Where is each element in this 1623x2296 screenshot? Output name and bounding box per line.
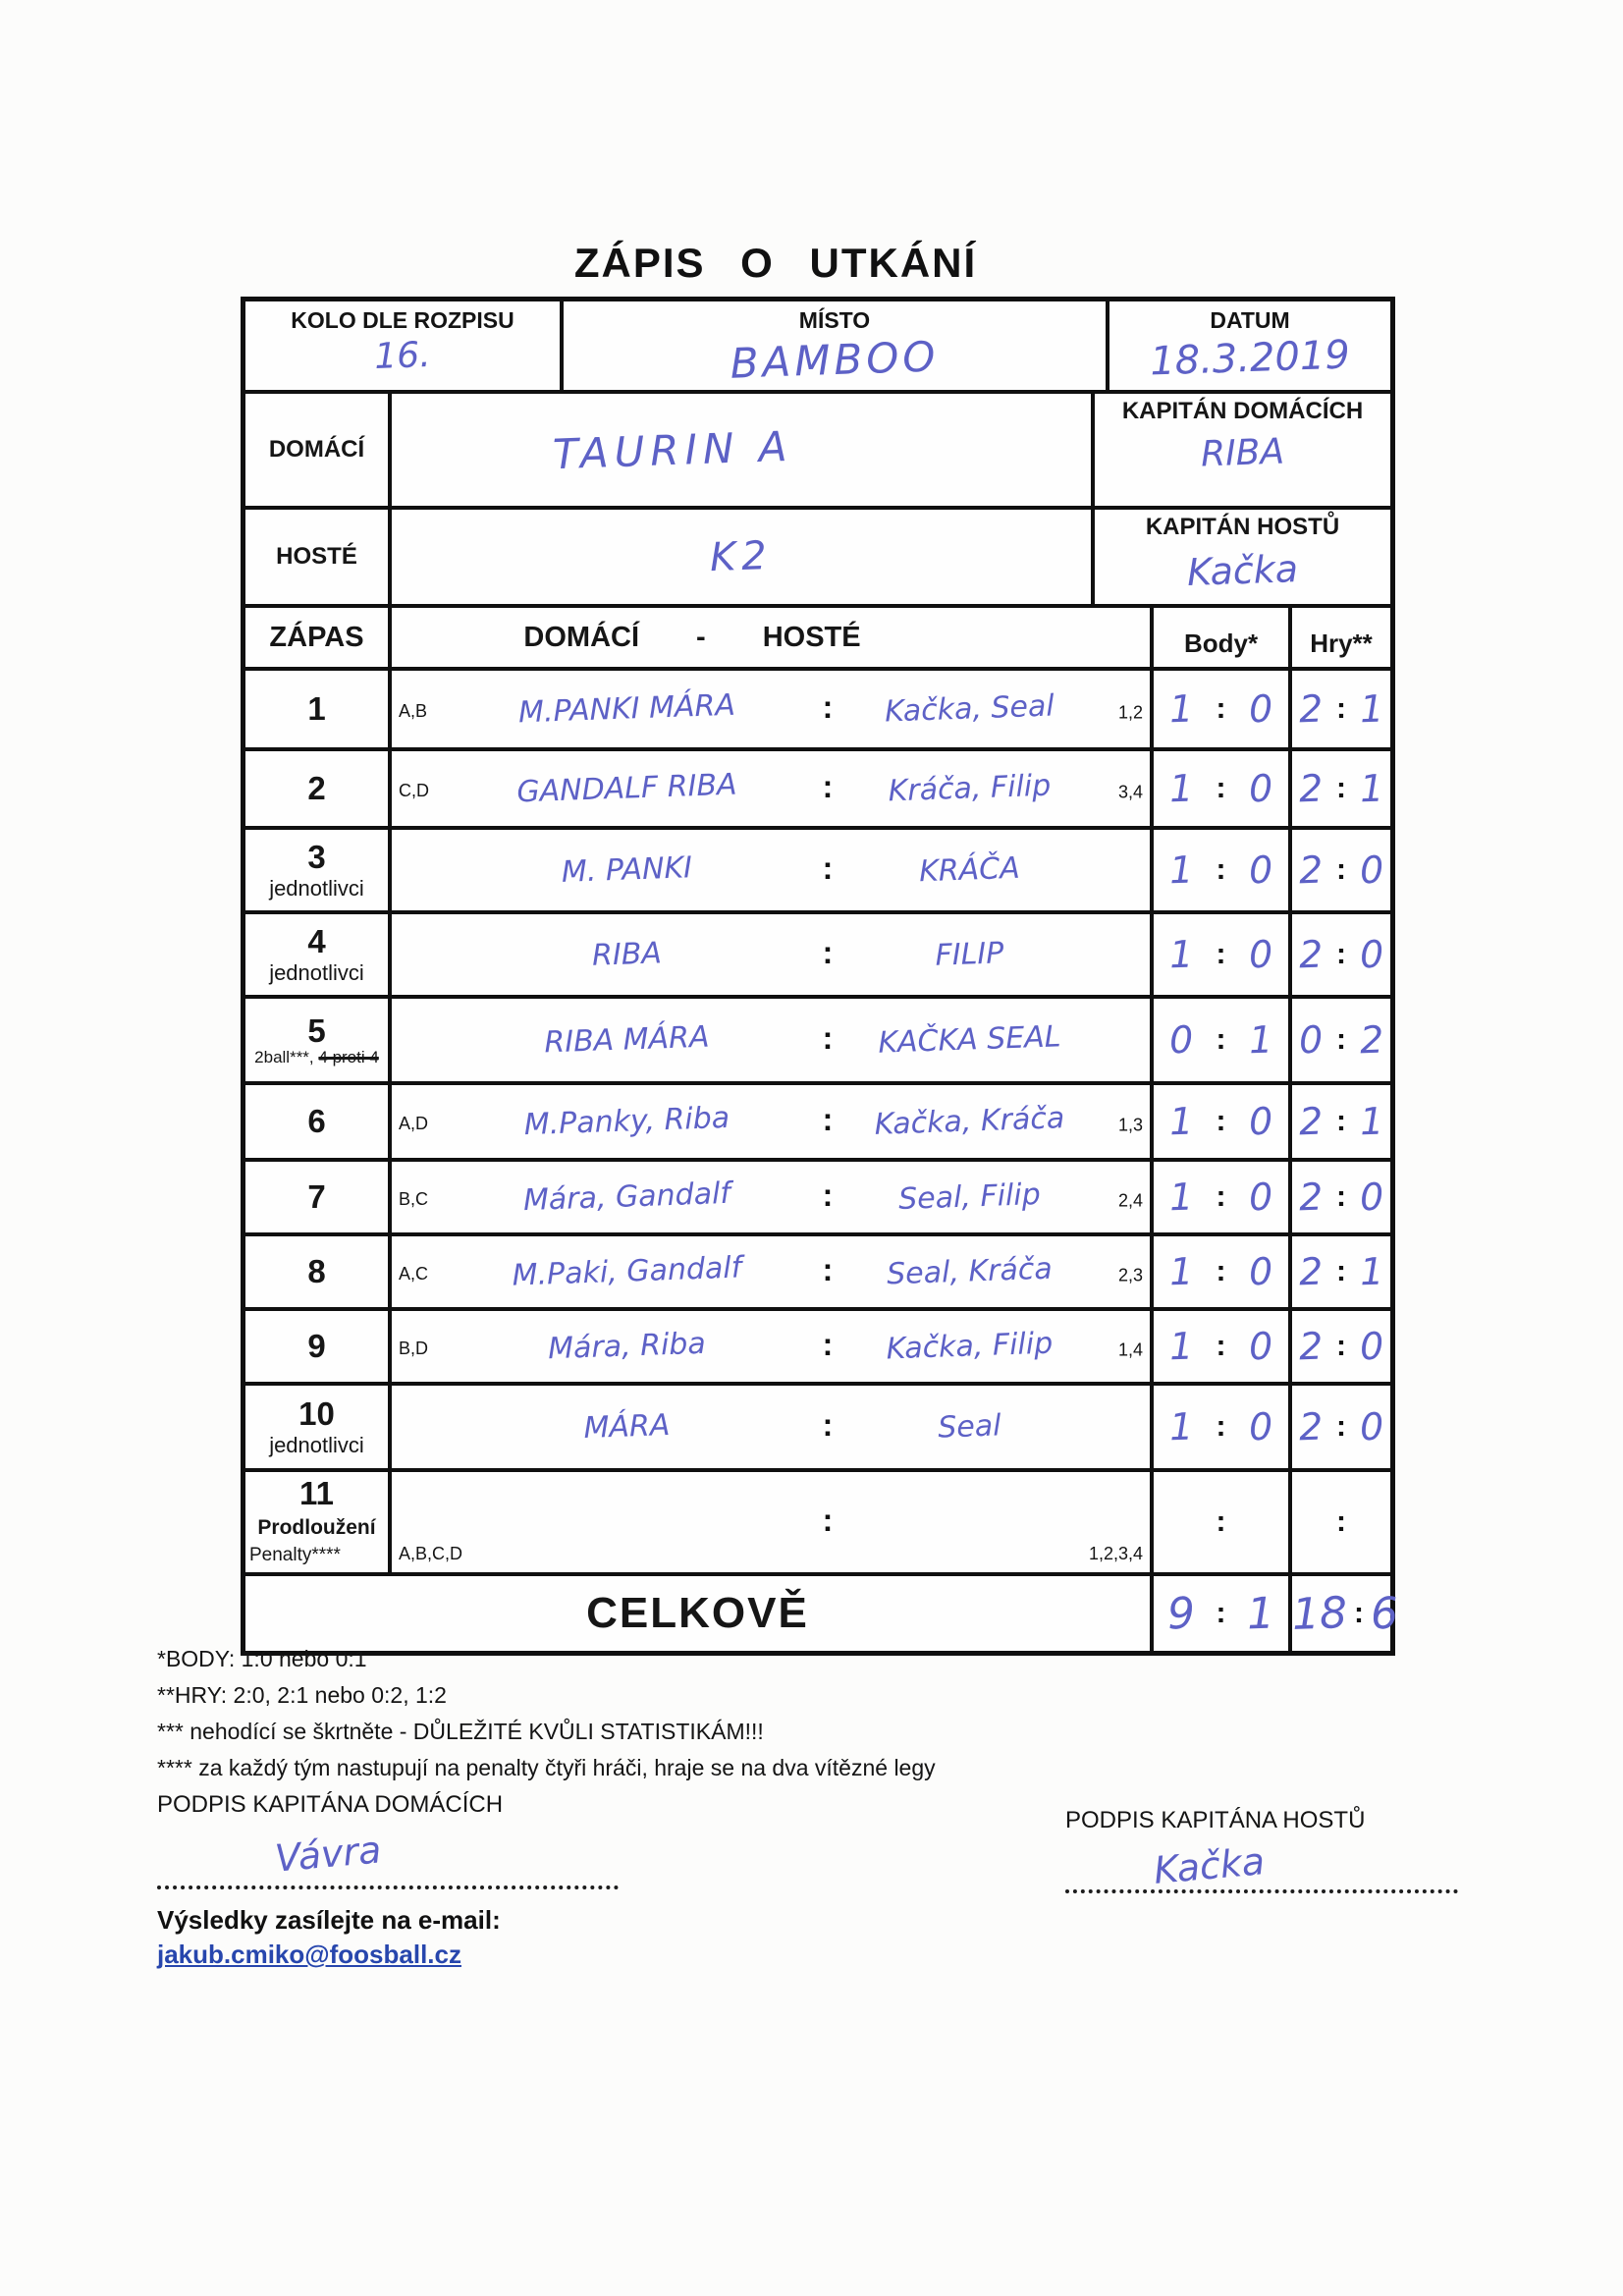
hoste-team-cell bbox=[392, 510, 1095, 604]
kapitan-hostu-label: KAPITÁN HOSTŮ bbox=[1145, 514, 1340, 540]
away-players-handwritten: KAČKA SEAL bbox=[877, 1019, 1062, 1061]
match-type-label: jednotlivci bbox=[269, 1432, 364, 1457]
body-score: 1 : 0 bbox=[1154, 830, 1292, 910]
body-score: : bbox=[1154, 1472, 1292, 1572]
kapitan-hostu-handwritten: Kačka bbox=[1186, 547, 1299, 594]
home-players-code: A,D bbox=[399, 1114, 429, 1134]
away-players-code: 2,3 bbox=[1117, 1265, 1143, 1285]
home-players-handwritten: M.Paki, Gandalf bbox=[512, 1250, 742, 1293]
printed-colon: : bbox=[822, 1177, 834, 1214]
home-players-handwritten: RIBA bbox=[591, 936, 663, 973]
email-link[interactable]: jakub.cmiko@foosball.cz bbox=[157, 1940, 461, 1969]
match-row-7 bbox=[245, 1158, 1390, 1232]
body-score: 1 : 0 bbox=[1154, 671, 1292, 747]
kolo-cell bbox=[245, 301, 564, 390]
home-players-code: B,D bbox=[399, 1339, 429, 1359]
home-players-handwritten: GANDALF RIBA bbox=[515, 767, 738, 810]
home-players-code: A,B bbox=[399, 701, 428, 722]
kapitan-domacich-handwritten: RIBA bbox=[1200, 431, 1285, 475]
signatures-row bbox=[157, 1791, 1478, 1970]
home-players-handwritten: RIBA MÁRA bbox=[543, 1019, 711, 1061]
match-number: 4 bbox=[307, 923, 326, 960]
domaci-team-handwritten: TAURIN A bbox=[552, 421, 793, 478]
header-dash: - bbox=[696, 621, 706, 653]
guest-captain-signature-label: PODPIS KAPITÁNA HOSTŮ bbox=[1065, 1807, 1366, 1833]
footnote-penalty: **** za každý tým nastupují na penalty čtyři hráči, hraje se na dva vítězné legy bbox=[157, 1755, 936, 1780]
penalty-label: Penalty**** bbox=[249, 1545, 341, 1565]
printed-colon: : bbox=[822, 689, 834, 726]
match-type-label: 2ball***, 4 proti 4 bbox=[254, 1047, 379, 1066]
header-domaci: DOMÁCÍ bbox=[523, 621, 640, 653]
kapitan-hostu-cell bbox=[1095, 510, 1390, 604]
printed-colon: : bbox=[822, 1020, 834, 1057]
domaci-hoste-column-header bbox=[392, 608, 1154, 667]
datum-cell bbox=[1109, 301, 1390, 390]
match-type-label: jednotlivci bbox=[269, 875, 364, 901]
body-score: 1 : 0 bbox=[1154, 1162, 1292, 1232]
printed-colon: : bbox=[822, 935, 834, 971]
match-number: 2 bbox=[307, 769, 326, 806]
datum-label: DATUM bbox=[1210, 307, 1290, 333]
hry-score: 0 : 2 bbox=[1298, 1017, 1384, 1063]
info-row-top bbox=[245, 301, 1390, 390]
prodlouzeni-label: Prodloužení bbox=[257, 1516, 376, 1540]
match-number: 5 bbox=[307, 1011, 326, 1049]
celkove-label: CELKOVĚ bbox=[245, 1576, 1154, 1651]
away-players-handwritten: Seal, Filip bbox=[897, 1176, 1042, 1218]
footnote-hry: **HRY: 2:0, 2:1 nebo 0:2, 1:2 bbox=[157, 1682, 447, 1708]
home-players-handwritten: Mára, Gandalf bbox=[522, 1175, 731, 1219]
match-number: 6 bbox=[307, 1102, 326, 1139]
info-row-domaci bbox=[245, 390, 1390, 506]
total-body-score: 9 : 1 bbox=[1154, 1576, 1292, 1651]
body-score: 1 : 0 bbox=[1154, 1085, 1292, 1158]
hoste-team-handwritten: K2 bbox=[709, 532, 774, 581]
body-score: 0 : 1 bbox=[1154, 999, 1292, 1081]
match-row-11 bbox=[245, 1468, 1390, 1572]
home-players-handwritten: M. PANKI bbox=[561, 850, 693, 890]
hry-score: 2 : 1 bbox=[1298, 766, 1384, 811]
header-hoste: HOSTÉ bbox=[762, 621, 861, 653]
datum-value-handwritten: 18.3.2019 bbox=[1149, 332, 1351, 385]
away-players-handwritten: Seal, Kráča bbox=[886, 1251, 1054, 1292]
domaci-label: DOMÁCÍ bbox=[245, 394, 392, 506]
match-report-form bbox=[241, 297, 1399, 1656]
body-score: 1 : 0 bbox=[1154, 1236, 1292, 1307]
match-number: 7 bbox=[307, 1177, 326, 1215]
total-hry-score: 18 : 6 bbox=[1291, 1587, 1399, 1640]
match-number: 10 bbox=[298, 1395, 335, 1433]
hry-score: 2 : 1 bbox=[1298, 1099, 1384, 1144]
hry-score: 2 : 1 bbox=[1298, 686, 1384, 732]
struck-text: 4 proti 4 bbox=[318, 1047, 379, 1066]
away-players-code: 1,3 bbox=[1117, 1115, 1143, 1135]
away-players-handwritten: Kačka, Seal bbox=[884, 688, 1055, 730]
away-players-handwritten: Seal bbox=[937, 1408, 1002, 1446]
body-score: 1 : 0 bbox=[1154, 751, 1292, 826]
info-row-hoste bbox=[245, 506, 1390, 604]
home-players-handwritten: Mára, Riba bbox=[547, 1326, 707, 1367]
printed-colon: : bbox=[822, 1102, 834, 1138]
match-number: 9 bbox=[307, 1327, 326, 1364]
footnote-strike: *** nehodící se škrtněte - DŮLEŽITÉ KVŮLI STATISTIKÁM!!! bbox=[157, 1719, 764, 1744]
match-number: 8 bbox=[307, 1252, 326, 1289]
footnote-body: *BODY: 1:0 nebo 0:1 bbox=[157, 1646, 367, 1671]
home-players-code: C,D bbox=[399, 781, 429, 801]
misto-cell bbox=[564, 301, 1109, 390]
match-number: 3 bbox=[307, 839, 326, 876]
kolo-label: KOLO DLE ROZPISU bbox=[291, 307, 514, 333]
hoste-label: HOSTÉ bbox=[245, 510, 392, 604]
body-score: 1 : 0 bbox=[1154, 914, 1292, 995]
home-players-handwritten: MÁRA bbox=[582, 1407, 671, 1447]
home-players-code: A,C bbox=[399, 1264, 429, 1285]
domaci-team-cell bbox=[392, 394, 1095, 506]
kapitan-domacich-label: KAPITÁN DOMÁCÍCH bbox=[1121, 398, 1364, 424]
hry-score: 2 : 1 bbox=[1298, 1249, 1384, 1294]
hry-score: : bbox=[1336, 1505, 1346, 1538]
home-captain-signature-handwritten: Vávra bbox=[273, 1828, 383, 1881]
match-number: 11 bbox=[299, 1475, 334, 1511]
totals-row bbox=[245, 1572, 1399, 1651]
hry-score: 2 : 0 bbox=[1298, 1404, 1384, 1449]
home-players-code: B,C bbox=[399, 1189, 429, 1210]
hry-score: 2 : 0 bbox=[1298, 932, 1384, 977]
kolo-value-handwritten: 16. bbox=[373, 335, 432, 377]
match-row-4 bbox=[245, 910, 1390, 995]
home-players-handwritten: M.PANKI MÁRA bbox=[517, 687, 736, 731]
home-captain-signature-label: PODPIS KAPITÁNA DOMÁCÍCH bbox=[157, 1791, 504, 1818]
guest-signature-line bbox=[1065, 1889, 1458, 1893]
match-row-3 bbox=[245, 826, 1390, 910]
match-row-5 bbox=[245, 995, 1390, 1081]
body-column-header: Body* bbox=[1154, 608, 1292, 667]
printed-colon: : bbox=[822, 1252, 834, 1288]
hry-score: 2 : 0 bbox=[1298, 1324, 1384, 1369]
printed-colon: : bbox=[822, 769, 834, 805]
hry-score: 2 : 0 bbox=[1298, 1175, 1384, 1220]
home-players-handwritten: M.Panky, Riba bbox=[523, 1100, 730, 1143]
home-captain-signature-block bbox=[157, 1791, 619, 1970]
away-players-code: 3,4 bbox=[1117, 782, 1143, 802]
misto-label: MÍSTO bbox=[798, 307, 871, 333]
zapas-column-header: ZÁPAS bbox=[245, 608, 392, 667]
match-row-2 bbox=[245, 747, 1390, 826]
away-players-handwritten: Kačka, Filip bbox=[886, 1326, 1054, 1367]
away-players-code: 1,4 bbox=[1117, 1339, 1143, 1360]
away-players-code: 1,2 bbox=[1117, 702, 1143, 723]
body-score: 1 : 0 bbox=[1154, 1386, 1292, 1468]
match-table-header bbox=[245, 604, 1390, 667]
footer bbox=[157, 1646, 1478, 1970]
match-number: 1 bbox=[307, 689, 326, 727]
guest-captain-signature-handwritten: Kačka bbox=[1152, 1839, 1267, 1892]
hry-column-header: Hry** bbox=[1310, 629, 1373, 658]
misto-value-handwritten: BAMBOO bbox=[729, 332, 941, 388]
away-players-code: 1,2,3,4 bbox=[1088, 1544, 1143, 1563]
away-players-handwritten: FILIP bbox=[935, 936, 1005, 973]
page-title: ZÁPIS O UTKÁNÍ bbox=[573, 240, 978, 286]
home-players-code: A,B,C,D bbox=[399, 1544, 463, 1563]
match-row-10 bbox=[245, 1382, 1390, 1468]
printed-colon: : bbox=[822, 1407, 834, 1444]
body-score: 1 : 0 bbox=[1154, 1311, 1292, 1382]
printed-colon: : bbox=[822, 850, 834, 887]
away-players-handwritten: Kačka, Kráča bbox=[874, 1101, 1065, 1142]
guest-captain-signature-block bbox=[1065, 1807, 1478, 1893]
email-note: Výsledky zasílejte na e-mail: bbox=[157, 1905, 501, 1935]
match-type-label: jednotlivci bbox=[269, 959, 364, 985]
kapitan-domacich-cell bbox=[1095, 394, 1390, 506]
printed-colon: : bbox=[822, 1503, 834, 1539]
printed-colon: : bbox=[822, 1327, 834, 1363]
home-signature-line bbox=[157, 1886, 619, 1889]
match-row-9 bbox=[245, 1307, 1390, 1382]
match-row-6 bbox=[245, 1081, 1390, 1158]
match-row-8 bbox=[245, 1232, 1390, 1307]
hry-score: 2 : 0 bbox=[1298, 847, 1384, 893]
away-players-code: 2,4 bbox=[1117, 1190, 1143, 1211]
match-row-1 bbox=[245, 667, 1390, 747]
away-players-handwritten: KRÁČA bbox=[918, 850, 1021, 890]
away-players-handwritten: Kráča, Filip bbox=[888, 768, 1052, 809]
